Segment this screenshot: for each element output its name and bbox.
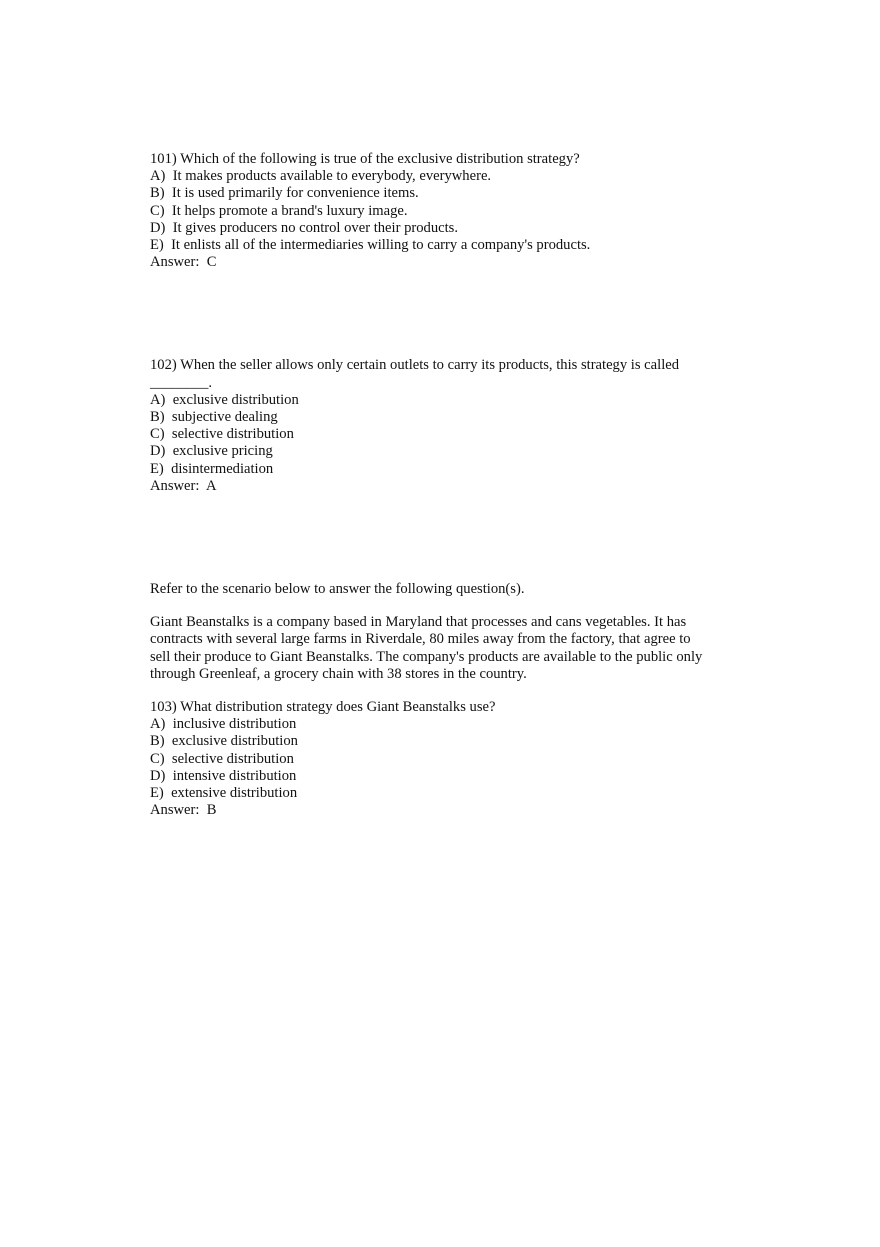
answer-option-e: E) disintermediation xyxy=(150,460,274,477)
scenario-line: contracts with several large farms in Riverdale, 80 miles away from the factory, that agree to xyxy=(150,631,691,648)
answer-option-d: D) exclusive pricing xyxy=(150,443,273,460)
scenario-line: through Greenleaf, a grocery chain with 38 stores in the country. xyxy=(150,665,527,682)
answer-key: Answer: B xyxy=(150,802,217,819)
answer-option-a: A) It makes products available to everybody, everywhere. xyxy=(150,168,492,185)
question-stem-blank: ________. xyxy=(150,374,213,391)
answer-option-a: A) exclusive distribution xyxy=(150,391,299,408)
question-stem: 102) When the seller allows only certain outlets to carry its products, this strategy is called xyxy=(150,357,680,374)
scenario-intro xyxy=(150,581,730,598)
scenario-instruction: Refer to the scenario below to answer the following question(s). xyxy=(150,581,525,598)
scenario-line: sell their produce to Giant Beanstalks. The company's products are available to the public only xyxy=(150,648,703,665)
answer-option-c: C) selective distribution xyxy=(150,426,294,443)
answer-option-b: B) exclusive distribution xyxy=(150,733,298,750)
answer-option-d: D) It gives producers no control over their products. xyxy=(150,219,459,236)
answer-option-b: B) subjective dealing xyxy=(150,409,278,426)
question-stem: 103) What distribution strategy does Giant Beanstalks use? xyxy=(150,699,496,716)
answer-key: Answer: C xyxy=(150,254,217,271)
document-page xyxy=(150,151,730,819)
answer-option-e: E) It enlists all of the intermediaries willing to carry a company's products. xyxy=(150,237,591,254)
question-101 xyxy=(150,151,730,271)
question-stem: 101) Which of the following is true of the exclusive distribution strategy? xyxy=(150,151,580,167)
question-102 xyxy=(150,357,730,495)
answer-key: Answer: A xyxy=(150,477,217,494)
answer-option-d: D) intensive distribution xyxy=(150,767,297,784)
answer-option-c: C) It helps promote a brand's luxury image. xyxy=(150,202,408,219)
scenario-paragraph xyxy=(150,614,730,683)
answer-option-a: A) inclusive distribution xyxy=(150,716,297,733)
answer-option-e: E) extensive distribution xyxy=(150,785,298,802)
answer-option-b: B) It is used primarily for convenience items. xyxy=(150,185,419,202)
scenario-line: Giant Beanstalks is a company based in Maryland that processes and cans vegetables. It has xyxy=(150,614,687,631)
answer-option-c: C) selective distribution xyxy=(150,750,294,767)
question-103 xyxy=(150,699,730,819)
